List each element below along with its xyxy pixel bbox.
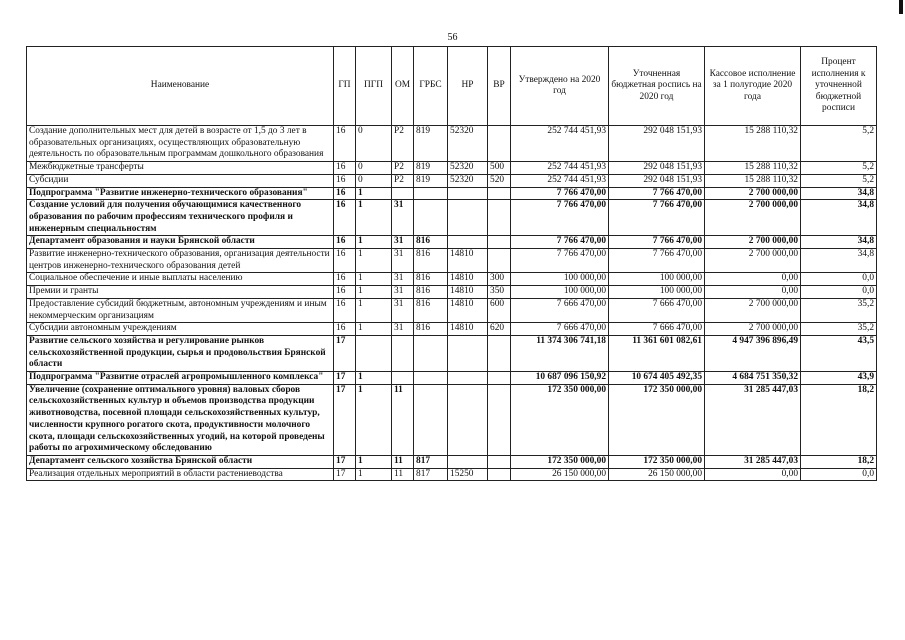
table-row [27, 298, 877, 322]
cell-refined: 7 666 470,00 [609, 298, 705, 322]
cell-gp: 16 [334, 298, 356, 322]
cell-percent: 0,0 [801, 273, 877, 286]
cell-vr: 500 [488, 162, 511, 175]
cell-name: Премии и гранты [27, 286, 334, 299]
cell-name: Субсидии [27, 174, 334, 187]
cell-om: 31 [392, 273, 414, 286]
cell-nr: 52320 [448, 174, 488, 187]
cell-om: 31 [392, 286, 414, 299]
cell-gp: 16 [334, 174, 356, 187]
page-number: 56 [447, 32, 458, 43]
cell-pgp: 1 [356, 200, 392, 236]
cell-vr [488, 455, 511, 468]
cell-grbs: 816 [414, 323, 448, 336]
cell-percent: 5,2 [801, 174, 877, 187]
header-pgp: ПГП [356, 47, 392, 126]
cell-nr: 14810 [448, 298, 488, 322]
cell-refined: 172 350 000,00 [609, 455, 705, 468]
cell-nr [448, 455, 488, 468]
cell-percent: 34,8 [801, 236, 877, 249]
cell-grbs [414, 187, 448, 200]
cell-percent: 34,8 [801, 249, 877, 273]
cell-om: Р2 [392, 126, 414, 162]
table-row [27, 249, 877, 273]
cell-pgp: 1 [356, 372, 392, 385]
cell-grbs: 816 [414, 298, 448, 322]
cell-nr [448, 372, 488, 385]
cell-approved: 252 744 451,93 [511, 174, 609, 187]
cell-approved: 100 000,00 [511, 273, 609, 286]
header-om: ОМ [392, 47, 414, 126]
cell-name: Реализация отдельных мероприятий в области растениеводства [27, 468, 334, 481]
cell-vr [488, 126, 511, 162]
cell-approved: 100 000,00 [511, 286, 609, 299]
cell-gp: 17 [334, 335, 356, 371]
cell-vr [488, 236, 511, 249]
cell-nr [448, 384, 488, 455]
cell-approved: 172 350 000,00 [511, 455, 609, 468]
cell-vr: 300 [488, 273, 511, 286]
cell-cash: 15 288 110,32 [705, 174, 801, 187]
cell-percent: 35,2 [801, 323, 877, 336]
cell-nr [448, 236, 488, 249]
cell-cash: 0,00 [705, 286, 801, 299]
cell-pgp: 1 [356, 286, 392, 299]
cell-cash: 2 700 000,00 [705, 298, 801, 322]
cell-gp: 16 [334, 323, 356, 336]
cell-nr: 52320 [448, 162, 488, 175]
cell-pgp: 1 [356, 236, 392, 249]
cell-approved: 7 766 470,00 [511, 236, 609, 249]
cell-approved: 26 150 000,00 [511, 468, 609, 481]
cell-approved: 7 766 470,00 [511, 200, 609, 236]
cell-refined: 7 666 470,00 [609, 323, 705, 336]
cell-approved: 7 666 470,00 [511, 323, 609, 336]
cell-om: Р2 [392, 162, 414, 175]
cell-cash: 4 684 751 350,32 [705, 372, 801, 385]
cell-percent: 34,8 [801, 200, 877, 236]
cell-name: Подпрограмма "Развитие отраслей агропромышленного комплекса" [27, 372, 334, 385]
cell-om: 31 [392, 298, 414, 322]
table-row [27, 187, 877, 200]
cell-refined: 11 361 601 082,61 [609, 335, 705, 371]
table-row [27, 455, 877, 468]
cell-cash: 2 700 000,00 [705, 249, 801, 273]
cell-gp: 16 [334, 236, 356, 249]
cell-cash: 2 700 000,00 [705, 200, 801, 236]
cell-cash: 15 288 110,32 [705, 126, 801, 162]
cell-gp: 16 [334, 126, 356, 162]
cell-pgp: 1 [356, 273, 392, 286]
cell-vr [488, 200, 511, 236]
table-row [27, 468, 877, 481]
table-row [27, 323, 877, 336]
cell-percent: 0,0 [801, 286, 877, 299]
cell-om: 31 [392, 236, 414, 249]
cell-cash: 31 285 447,03 [705, 455, 801, 468]
cell-approved: 11 374 306 741,18 [511, 335, 609, 371]
cell-grbs [414, 335, 448, 371]
header-name: Наименование [27, 47, 334, 126]
cell-approved: 10 687 096 150,92 [511, 372, 609, 385]
cell-percent: 0,0 [801, 468, 877, 481]
cell-refined: 26 150 000,00 [609, 468, 705, 481]
cell-nr [448, 335, 488, 371]
table-row [27, 126, 877, 162]
cell-grbs: 819 [414, 162, 448, 175]
cell-gp: 16 [334, 249, 356, 273]
cell-approved: 7 766 470,00 [511, 187, 609, 200]
cell-vr [488, 249, 511, 273]
scan-corner-mark [899, 0, 903, 14]
header-refined: Уточненная бюджетная роспись на 2020 год [609, 47, 705, 126]
cell-gp: 16 [334, 187, 356, 200]
cell-refined: 10 674 405 492,35 [609, 372, 705, 385]
table-row [27, 286, 877, 299]
cell-grbs: 819 [414, 126, 448, 162]
cell-nr: 14810 [448, 273, 488, 286]
cell-pgp [356, 335, 392, 371]
cell-vr [488, 468, 511, 481]
cell-grbs: 816 [414, 273, 448, 286]
header-grbs: ГРБС [414, 47, 448, 126]
cell-vr [488, 335, 511, 371]
cell-gp: 16 [334, 286, 356, 299]
cell-name: Увеличение (сохранение оптимального уровня) валовых сборов сельскохозяйственных культур и объемов производства продукции животноводства, посевной площади сельскохозяйственных культур, численности крупного рогатого скота, продуктивности молочного скота, площади сельскохозяйственных угодий, на которой проведены работы по агрохимическому обследованию [27, 384, 334, 455]
cell-pgp: 0 [356, 126, 392, 162]
cell-percent: 5,2 [801, 162, 877, 175]
cell-grbs: 817 [414, 455, 448, 468]
cell-percent: 43,5 [801, 335, 877, 371]
cell-cash: 15 288 110,32 [705, 162, 801, 175]
cell-name: Департамент образования и науки Брянской области [27, 236, 334, 249]
cell-percent: 43,9 [801, 372, 877, 385]
cell-percent: 5,2 [801, 126, 877, 162]
cell-gp: 16 [334, 162, 356, 175]
cell-cash: 2 700 000,00 [705, 323, 801, 336]
cell-cash: 2 700 000,00 [705, 236, 801, 249]
header-cash: Кассовое исполнение за 1 полугодие 2020 года [705, 47, 801, 126]
header-nr: НР [448, 47, 488, 126]
cell-name: Межбюджетные трансферты [27, 162, 334, 175]
cell-pgp: 1 [356, 455, 392, 468]
cell-refined: 7 766 470,00 [609, 236, 705, 249]
cell-vr: 520 [488, 174, 511, 187]
cell-cash: 0,00 [705, 468, 801, 481]
table-row [27, 335, 877, 371]
cell-vr [488, 372, 511, 385]
header-vr: ВР [488, 47, 511, 126]
cell-nr [448, 187, 488, 200]
cell-pgp: 1 [356, 468, 392, 481]
cell-pgp: 1 [356, 323, 392, 336]
cell-approved: 252 744 451,93 [511, 126, 609, 162]
cell-nr: 14810 [448, 249, 488, 273]
cell-vr [488, 384, 511, 455]
table-row [27, 174, 877, 187]
cell-approved: 7 766 470,00 [511, 249, 609, 273]
cell-vr: 350 [488, 286, 511, 299]
cell-grbs: 816 [414, 236, 448, 249]
cell-cash: 0,00 [705, 273, 801, 286]
table-body [27, 126, 877, 481]
cell-approved: 172 350 000,00 [511, 384, 609, 455]
cell-name: Социальное обеспечение и иные выплаты населению [27, 273, 334, 286]
cell-gp: 17 [334, 372, 356, 385]
budget-execution-table [26, 46, 877, 481]
cell-grbs: 819 [414, 174, 448, 187]
cell-cash: 31 285 447,03 [705, 384, 801, 455]
table-row [27, 162, 877, 175]
cell-pgp: 1 [356, 187, 392, 200]
cell-refined: 100 000,00 [609, 273, 705, 286]
cell-gp: 17 [334, 384, 356, 455]
cell-name: Создание условий для получения обучающимися качественного образования по рабочим профессиям технического профиля и инженерным специальностям [27, 200, 334, 236]
cell-refined: 7 766 470,00 [609, 249, 705, 273]
cell-grbs [414, 372, 448, 385]
cell-om [392, 335, 414, 371]
cell-percent: 35,2 [801, 298, 877, 322]
cell-refined: 292 048 151,93 [609, 162, 705, 175]
table-row [27, 273, 877, 286]
cell-name: Субсидии автономным учреждениям [27, 323, 334, 336]
cell-approved: 252 744 451,93 [511, 162, 609, 175]
header-row [27, 47, 877, 126]
cell-refined: 292 048 151,93 [609, 174, 705, 187]
cell-pgp: 1 [356, 249, 392, 273]
cell-percent: 18,2 [801, 455, 877, 468]
cell-nr: 52320 [448, 126, 488, 162]
header-percent: Процент исполнения к уточненной бюджетной росписи [801, 47, 877, 126]
cell-nr [448, 200, 488, 236]
cell-gp: 17 [334, 455, 356, 468]
cell-gp: 17 [334, 468, 356, 481]
cell-percent: 18,2 [801, 384, 877, 455]
cell-name: Развитие инженерно-технического образования, организация деятельности центров инженерно-технического образования детей [27, 249, 334, 273]
cell-grbs: 816 [414, 286, 448, 299]
cell-grbs [414, 384, 448, 455]
cell-approved: 7 666 470,00 [511, 298, 609, 322]
cell-om: 31 [392, 323, 414, 336]
cell-grbs: 816 [414, 249, 448, 273]
cell-nr: 14810 [448, 323, 488, 336]
cell-om: Р2 [392, 174, 414, 187]
table-row [27, 236, 877, 249]
cell-name: Предоставление субсидий бюджетным, автономным учреждениям и иным некоммерческим организациям [27, 298, 334, 322]
table-row [27, 372, 877, 385]
cell-name: Развитие сельского хозяйства и регулирование рынков сельскохозяйственной продукции, сырья и продовольствия Брянской области [27, 335, 334, 371]
cell-om: 11 [392, 455, 414, 468]
header-gp: ГП [334, 47, 356, 126]
cell-refined: 100 000,00 [609, 286, 705, 299]
cell-pgp: 1 [356, 298, 392, 322]
cell-gp: 16 [334, 200, 356, 236]
cell-cash: 2 700 000,00 [705, 187, 801, 200]
cell-grbs [414, 200, 448, 236]
table-row [27, 200, 877, 236]
cell-name: Создание дополнительных мест для детей в возрасте от 1,5 до 3 лет в образовательных организациях, осуществляющих образовательную деятельность по образовательным программам дошкольного образования [27, 126, 334, 162]
cell-vr: 600 [488, 298, 511, 322]
cell-cash: 4 947 396 896,49 [705, 335, 801, 371]
cell-vr: 620 [488, 323, 511, 336]
cell-name: Департамент сельского хозяйства Брянской области [27, 455, 334, 468]
cell-om: 11 [392, 468, 414, 481]
cell-refined: 7 766 470,00 [609, 200, 705, 236]
cell-pgp: 1 [356, 384, 392, 455]
header-approved: Утверждено на 2020 год [511, 47, 609, 126]
cell-om [392, 372, 414, 385]
cell-nr: 15250 [448, 468, 488, 481]
cell-refined: 292 048 151,93 [609, 126, 705, 162]
cell-nr: 14810 [448, 286, 488, 299]
cell-pgp: 0 [356, 174, 392, 187]
cell-vr [488, 187, 511, 200]
cell-refined: 7 766 470,00 [609, 187, 705, 200]
cell-pgp: 0 [356, 162, 392, 175]
cell-gp: 16 [334, 273, 356, 286]
cell-om: 31 [392, 200, 414, 236]
cell-name: Подпрограмма "Развитие инженерно-технического образования" [27, 187, 334, 200]
cell-grbs: 817 [414, 468, 448, 481]
cell-percent: 34,8 [801, 187, 877, 200]
table-row [27, 384, 877, 455]
cell-refined: 172 350 000,00 [609, 384, 705, 455]
cell-om [392, 187, 414, 200]
cell-om: 31 [392, 249, 414, 273]
cell-om: 11 [392, 384, 414, 455]
